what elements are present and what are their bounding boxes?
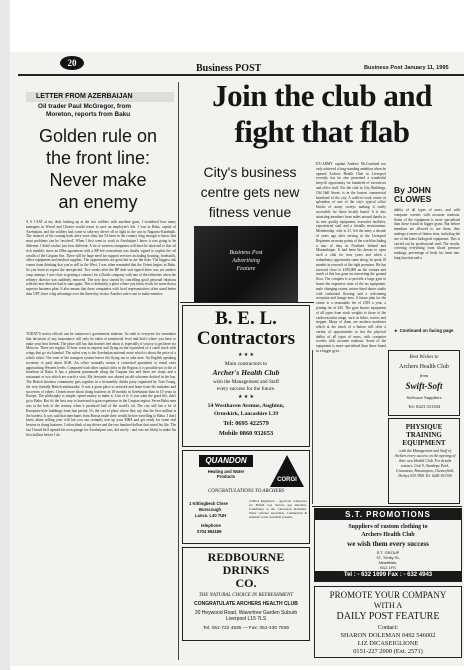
quandon-tel: 0704 894189 [197,529,222,534]
club-subhead-3: fitness venue [208,204,292,220]
promote-contact-1: SHARON DOLEMAN 0492 546002 [340,632,436,639]
bel-title-2: Contractors [196,328,296,349]
swiftsoft-logo: Swift-Soft [405,381,443,391]
redbourne-name-1: REDBOURNE [207,550,285,564]
promote-contact-2: LIZ DICASEIGLIONE [357,640,419,647]
corgi-logo-text: CORGI [277,477,297,483]
swiftsoft-ad [388,350,460,416]
physique-body: wish the Management and Staff of Archers every success on the opening of their new Health Club. For details contact: Unit 9, Stanhope Park, Grassmoor, Brassington, Chesterfield, Derbys S30 3NB. Tel. 0246 363300 [394,449,456,478]
letter-body-1: A S I SAT at my desk looking up at the two soldiers with machine guns, I wondered how many managers in Wirral and Chester would resort to save an employee's life. I was in Baku, capital of Azerbaijan, and the soldiers had come to take my driver off to fight in the war in Nagorno-Karabakh. The chances of his coming back alive were slim, but I'd been in the country long enough to know that most problems can be 'resolved'. When I first went to work in Azerbaijan I knew it was going to be different. I didn't realise just how different. A lot of western companies will have be attracted to this oil rich republic since an £8bn agreement with a BP-led consortium was finally signed to exploit the oil wealth of the Caspian Sea. There will be huge need for support services including housing, foodstuffs, office equipment and medical supplies. The opportunities are great but so are the risks. The biggest risk comes from thinking that you're still in the West. I was often reminded that the Orient begins in Baku. So you learn to expect the unexpected. Two weeks after the BP deal was signed there was yet another coup attempt. I was close to getting a contract for a Dutch company with one of the refineries when the refinery director was suddenly removed. The new boss started by cancelling good personal relations with the new director had to start again. This is definitely a place where you know rivals for more than a superior business plan. It also means that these companies with local representatives often stand better than GPT, have a big advantage over the three-day visitor. Another rule is not to make enemies. [26,220,176,296]
redbourne-tel: Tel. 051-722 4935 — Fax: 051-430 7836 [202,626,290,631]
corgi-triangle-logo [269,454,305,488]
club-headline-2: fight that flab [234,114,410,149]
st-tel: Tel : - 632 1699 Fax : - 632 4943 [343,572,433,578]
right-ads-divider [312,506,462,507]
club-article-col1: EX-ARMY captain Andrew McCausland not only achieved a long-standing ambition when he opened Archers Health Club in Liverpool recently, but he also presented a wonderful keep-fit opportunity for hundreds of executives and office staff. For the club in City Buildings, Old Hall Street, is in the busiest commercial heartland of the city. A walk-to-work centre in splendour of one of the city's typical office blocks of many storeys making it easily accessible for those locally based. It is also attracting members from miles around thanks to its new quality equipment, executive facilities, experienced staff and a friendly environment. Membership, who is 31, left the army a decade of years ago after serving in the Liverpool Regiment on many points of the world including a tour of duty in Northern Ireland and Mozambique. It had been his dream to open such a club for four years and when a redundancy opportunity came along, he spent 18 months in research of the right premises. He has invested close to £190,000 on the venture and much of this has gone on converting the ground floor. The complex is to provide a large gym to house the expensive state of the art equipment, male changing rooms, mirror-lined dance studio with cushioned flooring and a welcoming reception and lounge area. A future plan for the centre is a reasonable fee of £395 a year, a joining fee of £45. The gym houses equipment of all types from stack weights to those of the cardiovascular range, such as bikes, rowers and stepper. Many of them are modern machines which at the touch of a button will offer a variety of opportunities to test the physical ability of all types of users, with computer screens with accurate readouts. Some of the equipment is more specialised than those found in a bigger gym. [316,162,386,354]
promote-line-2: WITH A [373,601,403,610]
swiftsoft-from: from [419,373,429,378]
issue-date: Business Post January 11, 1995 [364,65,449,71]
section-title: Business POST [196,63,262,74]
swiftsoft-wishes-2: Archers Health Club [399,364,449,370]
corgi-text: CORGI Registered - approved contractors for British Gas Service gas installers. Contributes to the conversion industries. Water softener specialists. Commercial & domestic water treatment systems. [249,499,307,520]
swiftsoft-wishes-1: Best Wishes to [409,355,439,360]
letter-byline-2: Moreton, reports from Baku [46,111,131,118]
bel-stars-2: ★ ★ ★ [238,395,254,400]
quandon-ad [182,450,310,544]
redbourne-tagline: THE NATURAL CHOICE IN REFRESHMENT [198,593,294,598]
promote-ad [314,586,462,658]
physique-title-1: PHYSIQUE [405,423,443,431]
promote-contact-3: 0151-227 2000 (Ext. 2571) [353,648,423,655]
letter-headline-1: Golden rule on [38,126,158,146]
physique-ad [388,418,460,504]
quandon-sub-2: Products [216,474,236,479]
photo-caption-2: Advertising [232,258,260,264]
redbourne-congrats: CONGRATULATE ARCHERS HEALTH CLUB [194,601,298,607]
column-rule [178,82,179,660]
swiftsoft-tel: Tel: 0423 331304 [407,404,441,409]
quandon-congrats: CONGRATULATIONS TO ARCHERS [207,489,285,494]
redbourne-ad [182,547,310,641]
st-promotions-ad [314,508,462,582]
club-subhead-2: centre gets new [200,184,300,200]
page-number-badge: 20 [60,56,84,70]
quandon-logo: QUANDON [199,455,253,467]
st-line-3: we wish them every success [347,540,429,548]
quandon-address-3: Lancs. L40 7UH [195,513,227,518]
redbourne-name-2: DRINKS [222,563,270,577]
bel-line-2: Archer's Health Club [212,368,280,377]
sidebar-column-rule [312,350,313,504]
st-address-4: B12 1FS [380,565,396,570]
redbourne-name-3: CO. [235,576,257,590]
bel-address-2: Ormskirk, Lancashire L39 [213,411,279,417]
club-headline-1: Join the club and [212,78,432,113]
club-byline-1: By JOHN CLOWES [394,185,432,204]
club-article-col2: ability of all types of users, and with computer screens with accurate readouts. Some of the equipment is more specialised than those found in bigger gyms. But before members are allowed to use them, they undergo a series of fitness tests, including the use of the latest biological equipment. This is carried out by professional staff. The results, covering everything from blood pressure readings, percentage of body fat, heart rate, lung function and a [394,208,460,260]
physique-title-2: TRAINING [406,431,442,439]
advertising-photo [194,226,298,302]
letter-headline-4: an enemy [58,192,138,212]
st-address-3: Newfields, [378,560,398,565]
st-title: S.T. PROMOTIONS [345,510,431,519]
quandon-tel-label: telephone [201,523,221,528]
newspaper-page [10,52,464,666]
bel-contractors-ad [182,305,310,447]
quandon-address-1: 1 Kittingbeck Close [189,501,228,506]
bel-mobile: Mobile 0860 932653 [218,430,274,437]
header-rule [18,74,464,76]
letter-byline-1: Oil trader Paul McGregor, from [38,103,132,110]
st-line-2: Archers Health Club [361,532,415,538]
bel-stars-1: ★ ★ ★ [238,353,254,358]
letter-body-2: TODAY'S senior official can be tomorrow's government minister. So rude to everyone for remember that decisions of any importance will only be taken at ministerial level and that's where you have to make your best friends. The place still has that frontier feel about it, especially if you try to get there via Moscow. There are regular 12-hour waits in airports and flying on the equivalent of a cattle truck with wings that go via Istanbul. The safest way is the Azerbaijan national route which is about the price of a whole ticket. The state of the transport system leaves the flying out to take note. An English speaking secretary is paid about $100. An office normally means a converted apartment at rental rates approaching Western levels. Compared with other capital cities in the Region, it is possible not to die of boredom in Baku. It has a pleasant promenade along the Caspian Sea and there are shops and a restaurant or two which are worth a visit. My favourite was aboard an old schooner docked in the bay. The British business community gets together in a bi-monthly drinks party organised by Tom Young, the very friendly British ambassador. It was a great place to network and learn from the mistakes and successes of others. I learnt more about doing business in 18 months in Azerbaijan than in 10 years in Europe. The philosophy is simple: spend money to make it. Lots of it: if you want the good life, don't go to Baku. But it's the best way to learn and to gain experience in the Caspian region. Seven Baku men was at the hub of the century when it produced half of the world's oil. The city still has a lot of European-style buildings from that period. It's the sort of place where they say that the first million is the hardest. It was said that merchants from Russia made their wealth before travelling to Baku. I don't know about selling your will but you can certainly tear up your MBA and get ready for some real lessons in doing business. I often think of my driver and the two hundred dollars that saved his life. The last I heard he'd opened his own garage for Azerbaijani cars, did nicely - and was not likely to make his first million before I do. [26,332,176,437]
photo-caption-3: Feature [236,266,256,272]
bel-address-1: 54 Westhaven Avenue, Aughton, [207,403,285,409]
promote-contact-label: Contact: [377,625,399,631]
promote-line-1: PROMOTE YOUR COMPANY [329,590,447,600]
st-address-1: S.T. GROUP [376,550,400,555]
bel-line-1: Main contractors to [224,361,268,367]
st-address-2: 37, Trinity St, [376,555,400,560]
swiftsoft-sub: Software Suppliers [406,395,442,400]
bel-tel: Tel: 0695 422579 [223,420,269,427]
letter-headline-2: the front line: [45,148,151,168]
quandon-address-2: Burscough [199,507,222,512]
club-subhead-1: City's business [203,164,297,180]
letter-headline-3: Never make [49,170,147,190]
bel-line-3: wish the Management and Staff [213,379,279,385]
bel-title-1: B. E. L. [215,308,277,329]
physique-title-3: EQUIPMENT [402,439,446,447]
redbourne-address: 20 Heywood Road, Wavertree Garden Suburb Liverpool L15 7LS [194,610,298,622]
ads-divider [180,302,314,303]
letter-kicker: LETTER FROM AZERBAIJAN [36,93,133,100]
continued-note: ► Continued on facing page [394,328,454,333]
quandon-sub-1: Heating and Water [207,469,245,474]
photo-caption-1: Business Post [229,250,263,256]
bel-line-4: every success for the future. [216,386,276,392]
st-line-1: Suppliers of custom clothing to [348,524,428,530]
scan-edge-left [0,0,10,670]
promote-line-3: DAILY POST FEATURE [336,611,440,622]
